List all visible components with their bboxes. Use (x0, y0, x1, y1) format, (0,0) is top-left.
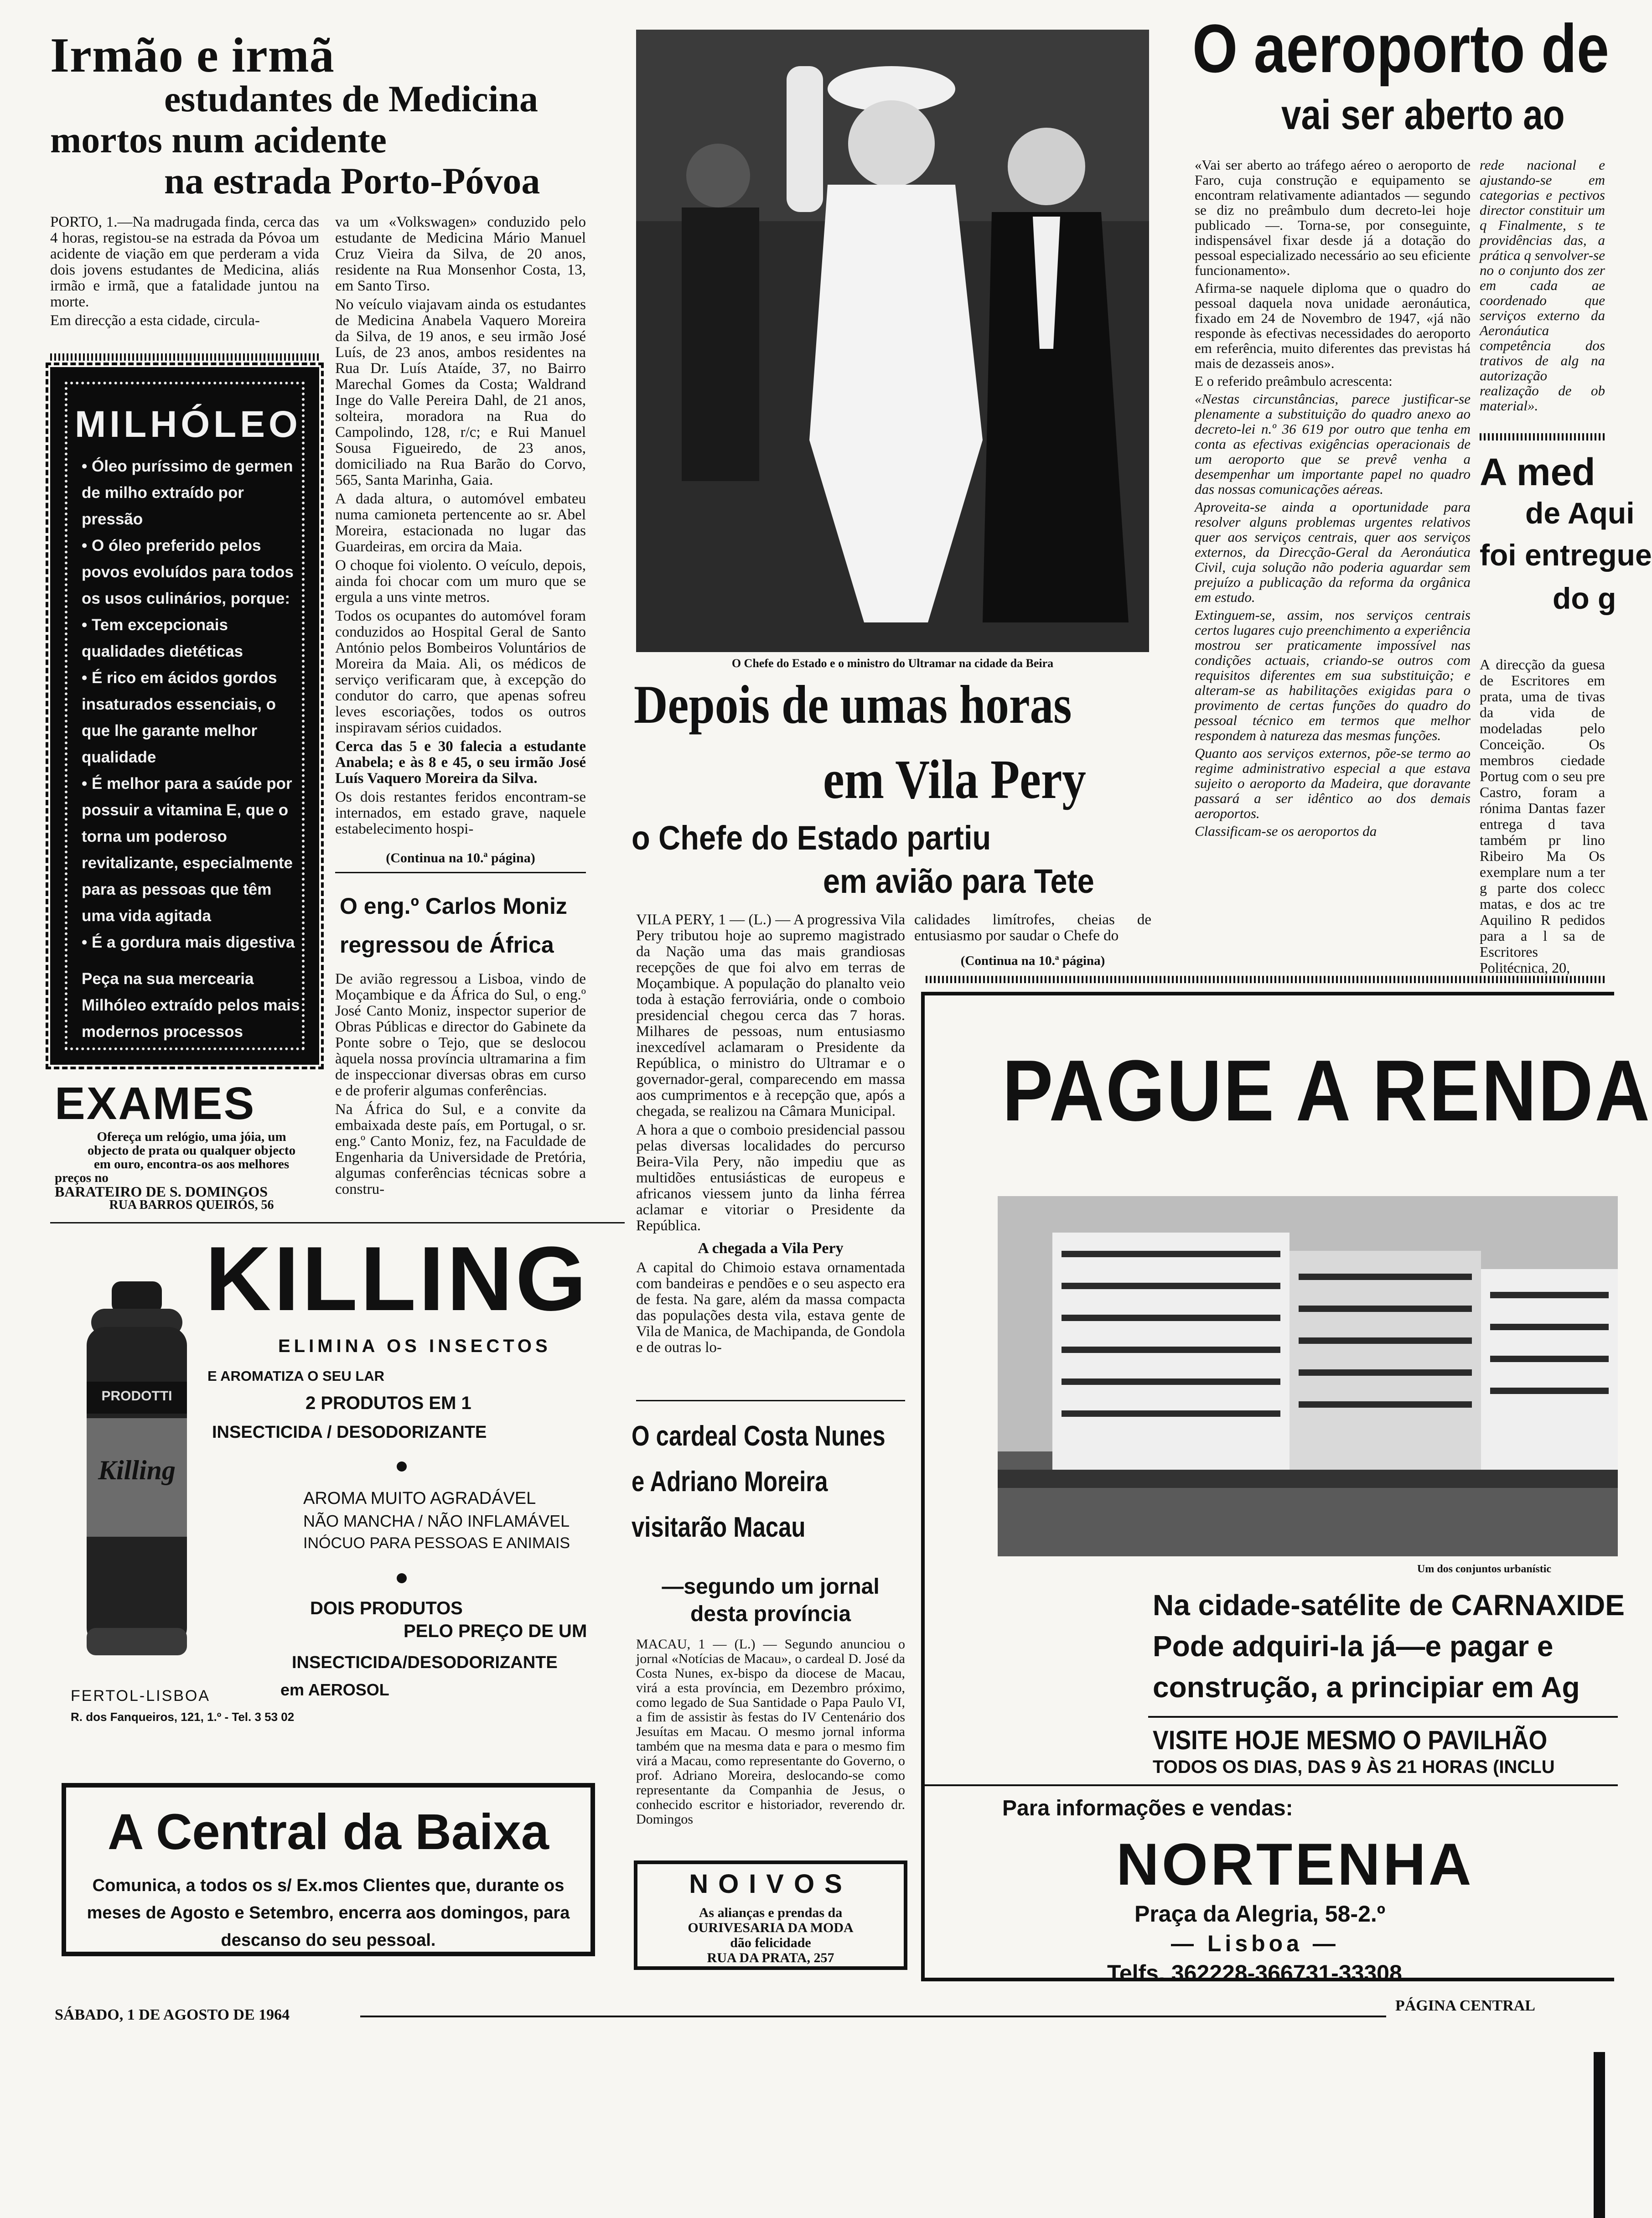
accident-paragraph: A dada altura, o automóvel embateu numa camioneta pertencente ao sr. Abel Moreira, estacionada no lugar das Guardeiras, em orcira da Maia. (335, 491, 586, 555)
milholeo-bullets (82, 453, 305, 1045)
noivos-line: dão felicidade (730, 1935, 811, 1950)
accident-col-1 (50, 214, 319, 332)
moniz-title-line: regressou de África (340, 932, 554, 958)
divider-rule (50, 353, 319, 361)
accident-paragraph: Cerca das 5 e 30 falecia a estudante Anabela; e às 8 e 45, o seu irmão José Luís Vaquero Moreira da Silva. (335, 738, 586, 787)
killing-line-9: PELO PREÇO DE UM (404, 1621, 587, 1641)
moniz-title-line: O eng.º Carlos Moniz (340, 893, 567, 919)
noivos-ad (634, 1860, 907, 1970)
killing-line-8: DOIS PRODUTOS (310, 1598, 463, 1618)
accident-paragraph: Todos os ocupantes do automóvel foram conduzidos ao Hospital Geral de Santo António pelos Bombeiros Voluntários de Moreira da Maia. Ali, os médicos de serviço verificaram que, à excepção do condutor do carro, que apenas sofreu leves escoriações, todos os outros inspiravam sérios cuidados. (335, 608, 586, 736)
milholeo-ad (50, 367, 319, 1065)
cardeal-subtitle-line: —segundo um jornal (662, 1575, 880, 1599)
headline-line: Depois de umas horas (634, 674, 1072, 735)
med-title-line: do g (1553, 581, 1616, 615)
cardeal-title-line: O cardeal Costa Nunes (632, 1420, 886, 1452)
headline-line-1: Irmão e irmã (50, 28, 335, 83)
vila-pery-subhead: A chegada a Vila Pery (698, 1240, 844, 1257)
building-photo (998, 1196, 1618, 1556)
renda-caption: Um dos conjuntos urbanístic (1417, 1563, 1552, 1575)
building-icon (998, 1196, 1618, 1556)
footer-rule (360, 2016, 1386, 2017)
visite-line: VISITE HOJE MESMO O PAVILHÃO (1153, 1726, 1548, 1755)
moniz-title (340, 887, 586, 964)
accident-paragraph: No veículo viajavam ainda os estudantes de Medicina Anabela Vaquero Moreira da Silva, de 19 anos, e seu irmão José Luís, de 23 anos, ambos residentes na Rua Dr. Luís Ataíde, 37, no Bairro Marechal Gomes da Costa; Waldrand Inge do Valle Pereira Dahl, de 21 anos, solteira, moradora na Rua do Campolindo, 128, r/c; e Rui Manuel Sousa Figueiredo, de 23 anos, domiciliado na Rua Barão do Corvo, 565, Santa Marinha, Gaia. (335, 296, 586, 488)
med-headline (1480, 451, 1652, 657)
exames-line: preços no (55, 1171, 109, 1185)
accident-paragraph: va um «Volkswagen» conduzido pelo estudante de Medicina Mário Manuel Cruz Vieira da Silva, de 20 anos, residente na Rua Monsenhor Costa, 13, em Santo Tirso. (335, 214, 586, 294)
killing-line-7: INÓCUO PARA PESSOAS E ANIMAIS (303, 1534, 570, 1552)
aeroporto-col-1 (1195, 157, 1471, 841)
divider-rule (926, 976, 1605, 983)
aeroporto-paragraph: «Nestas circunstâncias, parece justificar-se plenamente a substituição do quadro anexo ao decreto-lei n.º 36 619 por outro que tenha em conta as efectivas exigências operacionais de um aeroporto que se prevê venha a desempenhar um importante papel no quadro das nossas comunicações aéreas. (1195, 391, 1471, 497)
exames-title: EXAMES (55, 1078, 256, 1129)
moniz-body (335, 971, 586, 1200)
renda-line-2: Pode adquiri-la já—e pagar e (1153, 1630, 1554, 1663)
aeroporto-headline-2: vai ser aberto ao (1281, 92, 1565, 138)
nortenha-title: NORTENHA (1116, 1831, 1474, 1897)
accident-paragraph: PORTO, 1.—Na madrugada finda, cerca das 4 horas, registou-se na estrada da Póvoa um acidente de viação em que perderam a vida dois jovens estudantes de Medicina, aliás irmão e irmã, que a fatalidade juntou na morte. (50, 214, 319, 310)
killing-ad (50, 1228, 629, 1778)
cardeal-title (632, 1414, 905, 1550)
footer-date: SÁBADO, 1 DE AGOSTO DE 1964 (55, 2006, 290, 2023)
killing-brand: FERTOL-LISBOA (71, 1687, 211, 1705)
lisboa-line: — Lisboa — (1171, 1931, 1339, 1956)
exames-address: RUA BARROS QUEIRÓS, 56 (109, 1198, 274, 1212)
killing-line-10: INSECTICIDA/DESODORIZANTE (292, 1653, 558, 1672)
killing-line-6: NÃO MANCHA / NÃO INFLAMÁVEL (303, 1512, 570, 1530)
moniz-paragraph: De avião regressou a Lisboa, vindo de Moçambique e da África do Sul, o eng.º José Canto Moniz, inspector superior de Obras Públicas e director do Gabinete da Ponte sobre o Tejo, que se deslocou àquela nossa província ultramarina a fim de inspeccionar diversas obras em curso e de proferir algumas conferências. (335, 971, 586, 1099)
vila-pery-col-1 (636, 912, 905, 1358)
page-edge (1594, 2052, 1605, 2218)
vila-pery-paragraph: A capital do Chimoio estava ornamentada com bandeiras e pendões e o seu aspecto era de festa. Na gare, além da massa compacta das populações desta vila, estava gente de Vila de Manica, de Machipanda, de Gondola e de outras lo- (636, 1259, 905, 1356)
accident-paragraph: O choque foi violento. O veículo, depois, ainda foi chocar com um muro que se ergula a uns vinte metros. (335, 557, 586, 606)
exames-line: Ofereça um relógio, uma jóia, um (97, 1130, 286, 1144)
med-title-line: foi entregue (1480, 538, 1652, 572)
cardeal-title-line: visitarão Macau (632, 1512, 806, 1543)
milholeo-bullet: • Óleo puríssimo de germen de milho extraído por pressão (82, 457, 293, 528)
milholeo-bullet: • Tem excepcionais qualidades dietéticas (82, 616, 243, 660)
aeroporto-paragraph: Aproveita-se ainda a oportunidade para resolver alguns problemas urgentes relativos quer aos serviços centrais, quer aos serviços externos, da Direcção-Geral da Aeronáutica Civil, cuja solução não poderia aguardar sem prejuízo a publicação da reforma da orgânica em estudo. (1195, 499, 1471, 605)
exames-line: objecto de prata ou qualquer objecto (87, 1143, 296, 1158)
telfs-line: Telfs. 362228-366731-33308 (1107, 1960, 1402, 1986)
aeroporto-paragraph: rede nacional e ajustando-se em categorias e pectivos director constituir um q Finalmente, s te providências das, a prática q senvolver-se no o conjunto dos zer em cada ae coordenado que serviços externo da Aeronáutica competência dos trativos de alg na autorização realização de ob material». (1480, 157, 1605, 414)
noivos-line: As alianças e prendas da (699, 1905, 843, 1920)
vila-pery-paragraph: calidades limítrofes, cheias de entusiasmo por saudar o Chefe do (914, 912, 1151, 944)
noivos-line: OURIVESARIA DA MODA (688, 1920, 854, 1935)
killing-line-3: 2 PRODUTOS EM 1 (306, 1393, 471, 1413)
killing-line-5: AROMA MUITO AGRADÁVEL (303, 1489, 536, 1508)
left-headline (50, 27, 620, 210)
headline-line: em Vila Pery (823, 749, 1086, 810)
vila-pery-headline (632, 675, 1195, 930)
aeroporto-paragraph: Extinguem-se, assim, nos serviços centrais certos lugares cujo preenchimento a experiência mostrou ser praticamente impossível nas condições actuais, criando-se outros com requisitos diferentes em sua substituição; e alteram-se as habilitações exigidas para o provimento de certas funções do quadro do pessoal técnico em termos que melhor respondem à natureza das mesmas funções. (1195, 607, 1471, 743)
killing-line-1: ELIMINA OS INSECTOS (278, 1336, 551, 1356)
todos-line: TODOS OS DIAS, DAS 9 ÀS 21 HORAS (INCLU (1153, 1757, 1555, 1777)
exames-ad (55, 1078, 328, 1218)
info-line: Para informações e vendas: (1002, 1796, 1293, 1820)
killing-line-11: em AEROSOL (280, 1680, 389, 1699)
headline-line-2: estudantes de Medicina (164, 78, 538, 119)
killing-line-4: INSECTICIDA / DESODORIZANTE (212, 1423, 487, 1442)
chief-of-state-photo (636, 30, 1149, 652)
med-title-line: de Aqui (1525, 496, 1635, 530)
killing-can (78, 1281, 196, 1660)
central-text: Comunica, a todos os s/ Ex.mos Clientes que, durante os meses de Agosto e Setembro, encerra aos domingos, para descanso do seu pessoal. (87, 1876, 570, 1950)
headline-line: em avião para Tete (823, 862, 1094, 900)
photo-caption: O Chefe do Estado e o ministro do Ultramar na cidade da Beira (731, 657, 1054, 670)
aeroporto-headline-1: O aeroporto de (1192, 10, 1609, 87)
aeroporto-col-2 (1480, 157, 1605, 417)
aeroporto-paragraph: Quanto aos serviços externos, põe-se termo ao regime administrativo especial a que estava sujeito o aeroporto da Madeira, que doravante passará a ser idêntico ao dos demais aeroportos. (1195, 745, 1471, 821)
renda-line-3: construção, a principiar em Ag (1153, 1671, 1580, 1704)
cardeal-title-line: e Adriano Moreira (632, 1466, 828, 1498)
divider-rule (50, 1222, 625, 1223)
vila-pery-col-2 (914, 912, 1151, 969)
vila-pery-paragraph: A hora a que o comboio presidencial passou pelas diversas localidades do percurso Beira-Vila Pery, não impediu que as multidões entusiásticas de europeus e africanos viessem junto da linha férrea aclamar e vitoriar o Presidente da República. (636, 1122, 905, 1234)
med-paragraph: A direcção da guesa de Escritores em prata, uma de tivas da vida de modeladas pelo Conceição. Os membros ciedade Portug com o seu pre Castro, foram a rónima Dantas fazer entrega d tava também pr lino Ribeiro Ma Os exemplare num a ter g parte dos colecc matas, e dos ac tre Aquilino R pedidos para a l sa de Escritores Politécnica, 20, (1480, 656, 1605, 976)
milholeo-bullet: • É rico em ácidos gordos insaturados essenciais, o que lhe garante melhor qualidade (82, 669, 277, 766)
pague-renda-ad (921, 992, 1652, 1986)
vila-pery-paragraph: VILA PERY, 1 — (L.) — A progressiva Vila Pery tributou hoje ao supremo magistrado da Nação uma das mais grandiosas recepções de que foi alvo em terras de Moçambique. A população do planalto veio toda à estação ferroviária, onde o comboio presidencial chegou cerca das 7 horas. Milhares de pessoas, num entusiasmo inexcedível aclamaram o Presidente da República, o ministro do Ultramar e o governador-geral, comparecendo em massa aos cumprimentos e à recepção que, após a chegada, se realizou na Câmara Municipal. (636, 912, 905, 1119)
milholeo-bullet: • É melhor para a saúde por possuir a vitamina E, que o torna um poderoso revitalizante, especialmente para as pessoas que têm uma vida agitada (82, 775, 293, 925)
killing-address: R. dos Fanqueiros, 121, 1.º - Tel. 3 53 02 (71, 1710, 295, 1724)
central-title: A Central da Baixa (108, 1804, 549, 1860)
divider-rule (636, 1400, 905, 1401)
continua-note: (Continua na 10.ª página) (386, 850, 535, 865)
med-title-line: A med (1480, 451, 1595, 493)
moniz-paragraph: Na África do Sul, e a convite da embaixada deste país, em Portugal, o sr. eng.º Canto Moniz, fez, na Faculdade de Engenharia da Universidade de Pretória, algumas conferências técnicas sobre a constru- (335, 1101, 586, 1197)
cardeal-body: MACAU, 1 — (L.) — Segundo anunciou o jornal «Notícias de Macau», o cardeal D. José da Costa Nunes, ex-bispo da diocese de Macau, virá a esta província, em Dezembro próximo, como legado de Sua Santidade o Papa Paulo VI, a fim de assistir às festas do IV Centenário dos Jesuítas em Macau. O mesmo jornal informa também que na mesma data e para o mesmo fim virá a Macau, como representante do Governo, o prof. Adriano Moreira, deslocando-se como representante da Companhia de Jesus, o conhecido escritor e historiador, reverendo dr. Domingos (636, 1637, 905, 1827)
milholeo-bullet: • É a gordura mais digestiva (82, 933, 295, 951)
divider-rule (1480, 433, 1605, 440)
milholeo-footer: Peça na sua mercearia Milhóleo extraído pelos mais modernos processos (82, 970, 300, 1041)
accident-paragraph: Em direcção a esta cidade, circula- (50, 312, 260, 329)
photo-figures (636, 30, 1149, 652)
milholeo-title: MILHÓLEO (75, 404, 301, 445)
accident-col-2 (335, 214, 586, 840)
continua-note: (Continua na 10.ª página) (960, 954, 1105, 968)
headline-line: o Chefe do Estado partiu (632, 819, 991, 857)
med-body (1480, 656, 1605, 976)
can-label-brand: Killing (98, 1455, 176, 1485)
footer-pagina: PÁGINA CENTRAL (1395, 1997, 1535, 2014)
exames-line: em ouro, encontra-os aos melhores (93, 1157, 290, 1171)
headline-line-3: mortos num acidente (50, 119, 387, 161)
killing-title: KILLING (205, 1228, 589, 1330)
aeroporto-paragraph: Afirma-se naquele diploma que o quadro do pessoal daquela nova unidade aeronáutica, fixado em 24 de Novembro de 1947, «já não responde às efectivas necessidades do aeroporto em referência, muito diferentes das previstas há mais de dezasseis anos». (1195, 280, 1471, 371)
cardeal-subtitle-line: desta província (690, 1602, 851, 1626)
central-baixa-ad (62, 1783, 595, 1956)
can-label-top: PRODOTTI (101, 1389, 172, 1404)
noivos-line: RUA DA PRATA, 257 (707, 1950, 834, 1965)
praca-line: Praça da Alegria, 58-2.º (1134, 1901, 1386, 1927)
killing-line-2: E AROMATIZA O SEU LAR (207, 1368, 385, 1384)
aeroporto-paragraph: E o referido preâmbulo acrescenta: (1195, 373, 1393, 389)
exames-store: BARATEIRO DE S. DOMINGOS (55, 1183, 268, 1200)
aeroporto-paragraph: «Vai ser aberto ao tráfego aéreo o aeroporto de Faro, cuja construção e equipamento se encontram relativamente adiantados — segundo se diz no preâmbulo dum decreto-lei hoje publicado —. Torna-se, por conseguinte, indispensável fixar desde já a dotação do pessoal especializado necessário ao seu eficiente funcionamento». (1195, 157, 1471, 278)
aeroporto-paragraph: Classificam-se os aeroportos da (1195, 823, 1377, 839)
noivos-title: NOIVOS (689, 1869, 852, 1899)
renda-line-1: Na cidade-satélite de CARNAXIDE (1153, 1589, 1625, 1622)
accident-paragraph: Os dois restantes feridos encontram-se internados, em estado grave, naquele estabelecimento hospi- (335, 789, 586, 837)
headline-line-4: na estrada Porto-Póvoa (164, 160, 540, 202)
cardeal-subtitle (636, 1573, 905, 1628)
divider-rule (335, 872, 586, 873)
milholeo-bullet: • O óleo preferido pelos povos evoluídos para todos os usos culinários, porque: (82, 537, 294, 607)
renda-title: PAGUE A RENDA (1002, 1042, 1652, 1139)
